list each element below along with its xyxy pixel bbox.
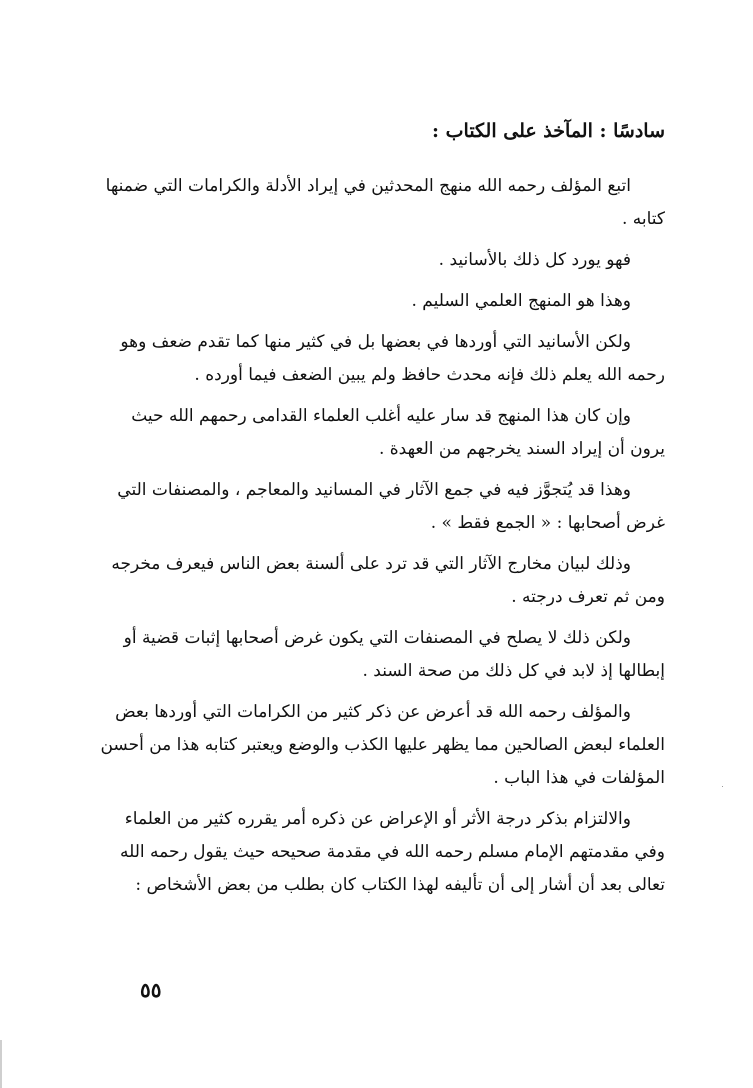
- paragraph-8: ولكن ذلك لا يصلح في المصنفات التي يكون غرض أصحابها إثبات قضية أو إبطالها إذ لابد في كل ذلك من صحة السند .: [123, 628, 665, 681]
- paragraph-7: وذلك لبيان مخارج الآثار التي قد ترد على ألسنة بعض الناس فيعرف مخرجه ومن ثم تعرف درجته .: [111, 554, 665, 607]
- paragraph-1: اتبع المؤلف رحمه الله منهج المحدثين في إيراد الأدلة والكرامات التي ضمنها كتابه .: [105, 176, 665, 229]
- scan-speck: [722, 786, 723, 787]
- paragraph-2: فهو يورد كل ذلك بالأسانيد .: [438, 250, 631, 270]
- body-text: [100, 170, 665, 902]
- paragraph-5: وإن كان هذا المنهج قد سار عليه أغلب العلماء القدامى رحمهم الله حيث يرون أن إيراد السند يخرجهم من العهدة .: [131, 406, 665, 459]
- paragraph-6: وهذا قد يُتجوَّز فيه في جمع الآثار في المسانيد والمعاجم ، والمصنفات التي غرض أصحابها : « الجمع فقط » .: [117, 480, 665, 533]
- paragraph-3: وهذا هو المنهج العلمي السليم .: [411, 291, 631, 311]
- paragraph-10: والالتزام بذكر درجة الأثر أو الإعراض عن ذكره أمر يقرره كثير من العلماء وفي مقدمتهم الإمام مسلم رحمه الله في مقدمة صحيحه حيث يقول رحمه الله تعالى بعد أن أشار إلى أن تأليفه لهذا الكتاب كان بطلب من بعض الأشخاص :: [120, 809, 665, 895]
- paragraph-4: ولكن الأسانيد التي أوردها في بعضها بل في كثير منها كما تقدم ضعف وهو رحمه الله يعلم ذلك فإنه محدث حافظ ولم يبين الضعف فيما أورده .: [120, 332, 665, 385]
- paragraph-9: والمؤلف رحمه الله قد أعرض عن ذكر كثير من الكرامات التي أوردها بعض العلماء لبعض الصالحين مما يظهر عليها الكذب والوضع ويعتبر كتابه هذا من أحسن المؤلفات في هذا الباب .: [100, 702, 665, 788]
- page-number: ٥٥: [140, 978, 162, 1002]
- section-heading: سادسًا : المآخذ على الكتاب :: [432, 120, 665, 142]
- page-edge-rule: [0, 1040, 2, 1088]
